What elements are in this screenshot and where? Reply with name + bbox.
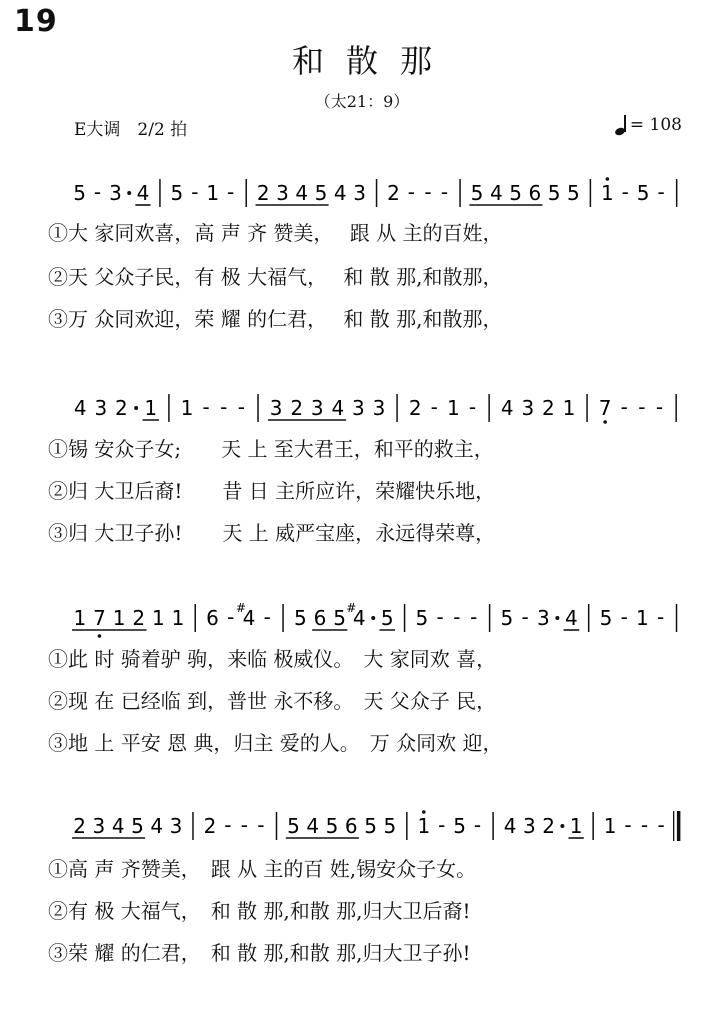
- note: 1: [569, 814, 583, 838]
- dash: -: [473, 813, 482, 837]
- dash: -: [440, 180, 449, 204]
- note: 6: [528, 181, 542, 205]
- hymn-title: 和散那: [291, 42, 454, 80]
- lyric-line: ②归 大卫后裔! 昔 日 主所应许，荣耀快乐地，: [48, 479, 496, 503]
- tempo-value: = 108: [629, 115, 682, 135]
- note: 5: [453, 814, 466, 838]
- note: 1: [73, 606, 87, 630]
- note: 5: [383, 814, 397, 838]
- dash: -: [620, 605, 628, 629]
- note: 3: [536, 606, 550, 630]
- note: 3: [310, 396, 324, 420]
- note: 4: [136, 181, 150, 205]
- note: 4: [242, 606, 256, 630]
- note: 5: [314, 181, 328, 205]
- high-octave-dot: [606, 177, 610, 181]
- note: 5: [567, 181, 580, 205]
- hymn-number: 19: [14, 4, 58, 39]
- note: 1: [447, 396, 460, 420]
- note: 5: [547, 181, 561, 205]
- note: 5: [287, 814, 300, 838]
- dash: -: [257, 813, 265, 837]
- augmentation-dot: [134, 406, 138, 410]
- dash: -: [521, 605, 529, 629]
- note: 5: [73, 181, 87, 205]
- sharp-sign: #: [235, 601, 246, 615]
- note: 5: [364, 814, 377, 838]
- note: 5: [509, 181, 522, 205]
- dash: -: [430, 395, 438, 419]
- lyric-line: ③归 大卫子孙! 天 上 威严宝座，永远得荣尊，: [48, 521, 496, 545]
- note: 2: [132, 606, 146, 630]
- dash: -: [470, 605, 478, 629]
- low-octave-dot: [603, 420, 607, 424]
- note: 4: [489, 181, 503, 205]
- note: 4: [500, 396, 514, 420]
- note: 2: [387, 181, 400, 205]
- note: 1: [417, 814, 431, 838]
- note: 5: [293, 606, 307, 630]
- note: 3: [372, 396, 386, 420]
- note: 1: [180, 396, 194, 420]
- note: 3: [169, 814, 183, 838]
- dash: -: [237, 395, 245, 419]
- note: 7: [598, 396, 612, 420]
- note: 1: [112, 606, 126, 630]
- lyric-line: ①此 时 骑着驴 驹，来临 极威仪。 大 家同欢 喜，: [48, 647, 497, 671]
- dash: -: [655, 395, 664, 419]
- note: 3: [109, 181, 122, 205]
- note: 7: [93, 606, 106, 630]
- note: 1: [144, 396, 158, 420]
- note: 5: [333, 606, 346, 630]
- note: 1: [600, 181, 614, 205]
- dash: -: [657, 180, 665, 204]
- dash: -: [407, 180, 416, 204]
- dash: -: [621, 180, 629, 204]
- note: 2: [542, 396, 555, 420]
- note: 5: [636, 181, 650, 205]
- note: 1: [151, 606, 165, 630]
- scripture-reference: （太21：9）: [314, 92, 410, 111]
- note: 4: [503, 814, 517, 838]
- note: 5: [131, 814, 144, 838]
- dash: -: [640, 813, 649, 837]
- lyric-line: ①高 声 齐赞美， 跟 从 主的百 姓,锡安众子女。: [48, 857, 477, 881]
- dash: -: [424, 180, 432, 204]
- note: 3: [522, 814, 536, 838]
- note: 3: [269, 396, 283, 420]
- note: 1: [562, 396, 576, 420]
- lyric-line: ③万 众同欢迎，荣 耀 的仁君， 和 散 那,和散那，: [48, 307, 503, 331]
- lyric-line: ③荣 耀 的仁君， 和 散 那,和散 那,归大卫子孙!: [48, 941, 471, 965]
- lyric-line: ①大 家同欢喜，高 声 齐 赞美， 跟 从 主的百姓，: [48, 221, 503, 245]
- augmentation-dot: [560, 824, 564, 828]
- augmentation-dot: [127, 191, 131, 195]
- note: 3: [353, 181, 366, 205]
- note: 2: [203, 814, 217, 838]
- note: 5: [599, 606, 613, 630]
- dash: -: [224, 813, 232, 837]
- note: 1: [636, 606, 649, 630]
- dash: -: [657, 605, 665, 629]
- lyric-line: ②有 极 大福气， 和 散 那,和散 那,归大卫后裔!: [48, 899, 471, 923]
- note: 6: [313, 606, 327, 630]
- note: 3: [92, 814, 106, 838]
- sharp-sign: #: [346, 601, 357, 615]
- dash: -: [624, 813, 632, 837]
- dash: -: [202, 395, 210, 419]
- dash: -: [638, 395, 646, 419]
- lyric-line: ①锡 安众子女; 天 上 至大君王，和平的救主，: [48, 437, 494, 461]
- augmentation-dot: [371, 616, 375, 620]
- note: 4: [333, 181, 347, 205]
- key-and-meter: E大调 2/2 拍: [74, 120, 188, 140]
- note: 5: [170, 181, 184, 205]
- dash: -: [468, 395, 477, 419]
- note: 2: [290, 396, 304, 420]
- dash: -: [220, 395, 228, 419]
- note: 6: [206, 606, 219, 630]
- dash: -: [227, 605, 235, 629]
- high-octave-dot: [422, 810, 426, 814]
- note: 3: [521, 396, 535, 420]
- note: 2: [542, 814, 555, 838]
- dash: -: [657, 813, 665, 837]
- dash: -: [93, 180, 102, 204]
- note: 2: [408, 396, 422, 420]
- note: 2: [256, 181, 270, 205]
- note: 1: [171, 606, 185, 630]
- note: 1: [603, 814, 617, 838]
- lyric-line: ③地 上 平安 恩 典，归主 爱的人。 万 众同欢 迎，: [48, 731, 503, 755]
- note: 4: [111, 814, 125, 838]
- dash: -: [438, 813, 446, 837]
- note: 4: [352, 606, 366, 630]
- note: 4: [331, 396, 345, 420]
- note: 2: [115, 396, 128, 420]
- note: 3: [94, 396, 108, 420]
- note: 4: [565, 606, 578, 630]
- lyric-line: ②天 父众子民，有 极 大福气， 和 散 那,和散那，: [48, 265, 503, 289]
- note: 2: [73, 814, 87, 838]
- low-octave-dot: [98, 634, 102, 638]
- note: 4: [150, 814, 164, 838]
- lyric-line: ②现 在 已经临 到，普世 永不移。 天 父众子 民，: [48, 689, 497, 713]
- augmentation-dot: [555, 616, 559, 620]
- dash: -: [240, 813, 248, 837]
- note: 5: [500, 606, 514, 630]
- note: 6: [344, 814, 358, 838]
- dash: -: [191, 180, 199, 204]
- note: 5: [380, 606, 394, 630]
- note: 5: [325, 814, 339, 838]
- dash: -: [453, 605, 461, 629]
- note: 4: [73, 396, 87, 420]
- dash: -: [227, 180, 235, 204]
- note: 3: [352, 396, 365, 420]
- dash: -: [263, 605, 271, 629]
- note: 4: [295, 181, 309, 205]
- note: 5: [415, 606, 429, 630]
- dash: -: [620, 395, 628, 419]
- note: 1: [206, 181, 220, 205]
- note: 4: [306, 814, 320, 838]
- note: 3: [276, 181, 289, 205]
- note: 5: [470, 181, 484, 205]
- dash: -: [436, 605, 444, 629]
